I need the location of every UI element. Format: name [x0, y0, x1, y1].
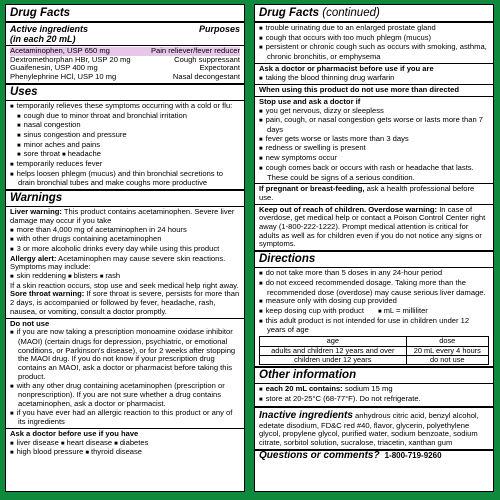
allergy-symptoms: ■ skin reddening ■ blisters ■ rash [10, 272, 240, 282]
bullet-icon: ■ [85, 450, 89, 457]
ingredient-name: Phenylephrine HCl, USP 10 mg [10, 72, 117, 82]
liver-item: ■ more than 4,000 mg of acetaminophen in 24 hours [10, 226, 240, 236]
ask-doctor-title: Ask a doctor before use if you have [10, 429, 139, 439]
pregnancy-warning: If pregnant or breast-feeding, ask a health professional before use. [259, 184, 475, 202]
table-header: dose [406, 337, 488, 346]
warnings-title: Warnings [10, 192, 63, 205]
bullet-icon: ■ [68, 274, 72, 281]
other-information-title: Other information [259, 369, 357, 382]
uses-subitem: ■ sinus congestion and pressure [10, 131, 240, 141]
overdose-warning: Keep out of reach of children. Overdose warning: In case of overdose, get medical help or contact a Poison Control Center right away (1-800-222-1222). Prompt medical attention is critical for adults as well as for children even if you do not notice any signs or symptoms. [259, 204, 486, 249]
inactive-ingredients-text: anhydrous citric acid, benzyl alcohol, edetate disodium, FD&C red #40, flavor, glycerin, polyethylene glycol, propylene glycol, purified water, sodium benzoate, sodium citrate, sorbitol solution, sucralose, triacetin, xanthan gum [259, 410, 479, 448]
uses-subitem: ■ cough due to minor throat and bronchial irritation [10, 112, 240, 122]
when-using-title: When using this product do not use more than directed [259, 85, 459, 95]
stop-use-item: ■ cough comes back or occurs with rash or headache that lasts. These could be signs of a serious condition. [259, 164, 489, 182]
uses-subitem: ■ minor aches and pains [10, 141, 240, 151]
table-cell: do not use [406, 355, 488, 364]
purposes-title: Purposes [198, 24, 240, 34]
do-not-use-item: ■ if you have ever had an allergic reaction to this product or any of its ingredients [10, 409, 240, 427]
divider [255, 250, 493, 252]
allergy-after: If a skin reaction occurs, stop use and seek medical help right away. [10, 280, 239, 290]
bullet-icon: ■ [377, 308, 382, 315]
uses-item: ■ temporarily relieves these symptoms occurring with a cold or flu: [10, 102, 240, 112]
stop-use-title: Stop use and ask a doctor if [259, 96, 361, 106]
sore-throat: sore throat [23, 149, 60, 159]
allergy-alert: Allergy alert: Acetaminophen may cause severe skin reactions. Symptoms may include: [10, 253, 226, 272]
ask-doctor-item: ■ trouble urinating due to an enlarged prostate gland [259, 24, 489, 34]
inactive-ingredients-title: Inactive ingredients [259, 409, 353, 421]
dosing-table [259, 336, 489, 365]
do-not-use-item: ■ with any other drug containing acetaminophen (prescription or nonprescription). If you are not sure whether a drug contains acetaminophen, ask a doctor or pharmacist. [10, 382, 240, 409]
active-ingredient-row [10, 73, 240, 82]
do-not-use-title: Do not use [10, 318, 50, 328]
stop-use-item: ■ new symptoms occur [259, 154, 489, 164]
other-info-item: ■ store at 20-25°C (68-77°F). Do not refrigerate. [259, 395, 489, 405]
bullet-icon: ■ [114, 440, 118, 447]
directions-item: ■ keep dosing cup with product ■ mL = milliliter [259, 307, 489, 317]
table-row [260, 355, 489, 364]
ask-doctor-row: ■ liver disease ■ heart disease ■ diabetes [10, 439, 240, 449]
bullet-icon: ■ [60, 440, 65, 447]
ingredient-name: Acetaminophen, USP 650 mg [10, 46, 110, 55]
uses-subitem: ■ nasal congestion [10, 121, 240, 131]
ask-pharmacist-item: ■ taking the blood thinning drug warfarin [259, 74, 489, 84]
directions-item: ■ this adult product is not intended for use in children under 12 years of age [259, 317, 489, 335]
ask-doctor-item: ■ persistent or chronic cough such as occurs with smoking, asthma, chronic bronchitis, or emphysema [259, 43, 489, 61]
liver-item: ■ 3 or more alcoholic drinks every day while using this product [10, 245, 240, 255]
table-cell: children under 12 years [260, 355, 407, 364]
uses-title: Uses [10, 85, 38, 98]
active-ingredients-header [10, 24, 240, 34]
ingredient-purpose: Nasal decongestant [172, 72, 240, 82]
stop-use-item: ■ you get nervous, dizzy or sleepless [259, 107, 489, 117]
liver-warning: Liver warning: This product contains acetaminophen. Severe liver damage may occur if you take [10, 207, 235, 225]
questions-label: Questions or comments? [259, 449, 380, 461]
table-cell: 20 mL every 4 hours [406, 346, 488, 355]
phone-number[interactable]: 1-800-719-9260 [384, 450, 442, 460]
stop-use-item: ■ fever gets worse or lasts more than 3 days [259, 135, 489, 145]
drug-facts-panel-right [254, 4, 494, 492]
sore-throat-warning: Sore throat warning: If sore throat is severe, persists for more than 2 days, is accompanied or followed by fever, headache, rash, nausea, or vomiting, consult a doctor promptly. [10, 289, 240, 316]
active-ingredients-subtitle: (in each 20 mL) [10, 34, 76, 44]
bullet-icon: ■ [99, 274, 104, 281]
uses-item: ■ helps loosen phlegm (mucus) and thin bronchial secretions to drain bronchial tubes and make coughs more productive [10, 170, 240, 188]
divider [6, 83, 244, 85]
ingredient-purpose: Expectorant [199, 63, 240, 73]
divider [6, 21, 244, 23]
table-row [260, 346, 489, 355]
ask-pharmacist-title: Ask a doctor or pharmacist before use if you are [259, 63, 434, 73]
directions-item: ■ do not take more than 5 doses in any 24-hour period [259, 269, 489, 279]
ingredient-name: Dextromethorphan HBr, USP 20 mg [10, 54, 131, 64]
directions-title: Directions [259, 253, 316, 266]
divider [255, 366, 493, 368]
stop-use-item: ■ redness or swelling is present [259, 144, 489, 154]
bullet-icon: ■ [61, 152, 66, 159]
inactive-ingredients [259, 409, 489, 448]
headache: headache [67, 149, 101, 159]
ingredient-name: Guaifenesin, USP 400 mg [10, 63, 98, 73]
ask-doctor-row: ■ high blood pressure ■ thyroid disease [10, 448, 240, 458]
table-header: age [260, 337, 407, 346]
ingredient-purpose: Pain reliever/fever reducer [150, 46, 240, 55]
active-ingredients-title: Active ingredients [10, 24, 89, 34]
drug-facts-panel-left [5, 4, 245, 492]
liver-item: ■ with other drugs containing acetaminophen [10, 235, 240, 245]
drug-facts-continued-title: Drug Facts (continued) [259, 7, 380, 19]
ingredient-purpose: Cough suppressant [174, 54, 240, 64]
questions-row [259, 449, 489, 461]
table-cell: adults and children 12 years and over [260, 346, 407, 355]
ask-doctor-item: ■ cough that occurs with too much phlegm (mucus) [259, 34, 489, 44]
table-header-row [260, 337, 489, 346]
do-not-use-item: ■ if you are now taking a prescription monoamine oxidase inhibitor (MAOI) (certain drugs for depression, psychiatric, or emotional conditions, or Parkinson's disease), or for 2 weeks after stopping the MAOI drug. If you do not know if your prescription drug contains an MAOI, ask a doctor or pharmacist before taking this product. [10, 328, 240, 381]
divider [255, 406, 493, 408]
uses-item: ■ temporarily reduces fever [10, 160, 240, 170]
divider [6, 189, 244, 191]
other-info-item: ■ each 20 mL contains: sodium 15 mg [259, 385, 489, 395]
drug-facts-title: Drug Facts [10, 7, 71, 19]
directions-item: ■ measure only with dosing cup provided [259, 297, 489, 307]
stop-use-item: ■ pain, cough, or nasal congestion gets worse or lasts more than 7 days [259, 116, 489, 134]
directions-item: ■ do not exceed recommended dosage. Taking more than the recommended dose (overdose) may cause serious liver damage. [259, 279, 489, 297]
